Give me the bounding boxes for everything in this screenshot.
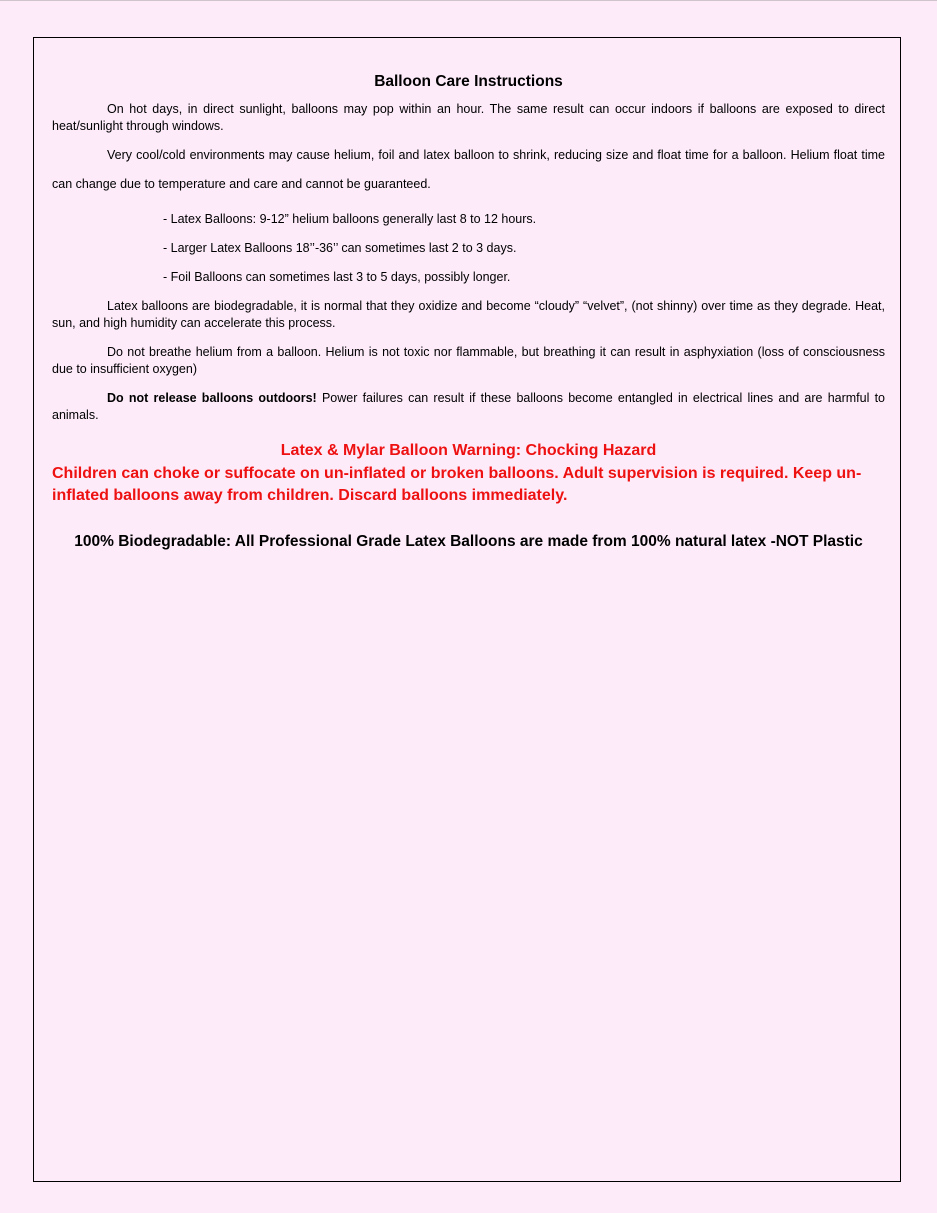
paragraph-release (52, 390, 885, 424)
float-time-list (52, 211, 885, 286)
paragraph-latex-degrade: Latex balloons are biodegradable, it is normal that they oxidize and become “cloudy” “velvet”, (not shinny) over time as they degrade. Heat, sun, and high humidity can accelerate this process. (52, 299, 885, 330)
paragraph-cold-text: Very cool/cold environments may cause helium, foil and latex balloon to shrink, reducing size and float time for a balloon. Helium float time can change due to temperature and care and cannot be guaranteed. (52, 148, 885, 191)
choking-warning-body: Children can choke or suffocate on un-inflated or broken balloons. Adult supervision is required. Keep un-inflated balloons away from children. Discard balloons immediately. (52, 465, 862, 504)
biodegradable-statement: 100% Biodegradable: All Professional Grade Latex Balloons are made from 100% natural latex -NOT Plastic (74, 533, 863, 550)
list-item: - Latex Balloons: 9-12” helium balloons generally last 8 to 12 hours. (163, 212, 537, 226)
release-warning-lead: Do not release balloons outdoors! (107, 391, 317, 405)
choking-warning-title: Latex & Mylar Balloon Warning: Chocking Hazard (280, 442, 657, 459)
paragraph-helium: Do not breathe helium from a balloon. Helium is not toxic nor flammable, but breathing it can result in asphyxiation (loss of consciousness due to insufficient oxygen) (52, 345, 885, 376)
list-item: - Foil Balloons can sometimes last 3 to 5 days, possibly longer. (163, 270, 511, 284)
top-rule (0, 0, 937, 1)
list-item: - Larger Latex Balloons 18’’-36’’ can sometimes last 2 to 3 days. (163, 241, 517, 255)
document-content (52, 70, 885, 553)
release-warning-text: Power failures can result if these balloons become entangled in electrical lines and are harmful to animals. (52, 391, 886, 422)
document-title: Balloon Care Instructions (374, 73, 563, 90)
paragraph-cold (52, 141, 885, 199)
paragraph-hot-days: On hot days, in direct sunlight, balloons may pop within an hour. The same result can occur indoors if balloons are exposed to direct heat/sunlight through windows. (52, 102, 885, 133)
